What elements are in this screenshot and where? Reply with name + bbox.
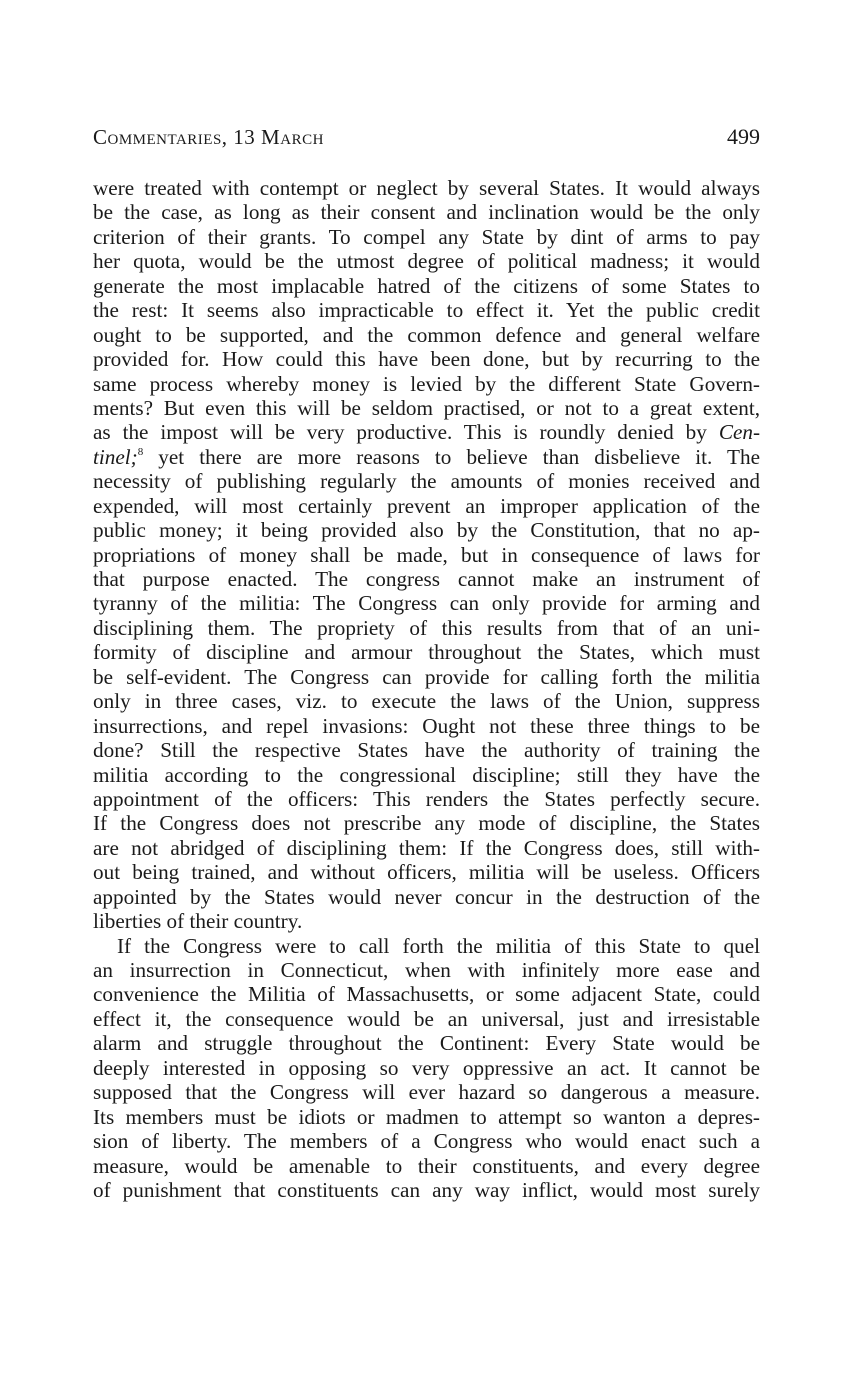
text-line: an insurrection in Connecticut, when with infinitely more ease and <box>93 958 760 982</box>
text-line: ments? But even this will be seldom practised, or not to a great extent, <box>93 395 760 420</box>
text-line: disciplining them. The propriety of this results from that of an uni- <box>93 615 760 640</box>
text-line <box>93 420 760 444</box>
italic-word: Cen- <box>718 420 760 445</box>
text-line: liberties of their country. <box>93 909 303 934</box>
text-line: sion of liberty. The members of a Congress who would enact such a <box>93 1129 760 1154</box>
text-line: done? Still the respective States have the authority of training the <box>93 738 760 763</box>
text-line: ought to be supported, and the common defence and general welfare <box>93 322 760 347</box>
text-line: out being trained, and without officers, militia will be useless. Officers <box>93 860 760 885</box>
text-line: If the Congress does not prescribe any mode of discipline, the States <box>93 811 760 836</box>
text-line: provided for. How could this have been done, but by recurring to the <box>93 347 760 372</box>
text-line: appointment of the officers: This renders the States perfectly secure. <box>93 786 760 811</box>
text-line: were treated with contempt or neglect by several States. It would always <box>93 176 760 200</box>
text-line: propriations of money shall be made, but in consequence of laws for <box>93 542 760 567</box>
text-line: convenience the Militia of Massachusetts, or some adjacent State, could <box>93 982 760 1007</box>
text-line: be the case, as long as their consent and inclination would be the only <box>93 200 760 225</box>
text-line: public money; it being provided also by the Constitution, that no ap- <box>93 518 760 543</box>
body-text <box>93 176 760 1202</box>
running-title: Commentaries, 13 March <box>93 125 324 149</box>
document-page <box>93 124 760 1202</box>
text-line: her quota, would be the utmost degree of political madness; it would <box>93 249 760 274</box>
text-line: expended, will most certainly prevent an improper application of the <box>93 493 760 518</box>
text-line: Its members must be idiots or madmen to attempt so wanton a depres- <box>93 1104 760 1129</box>
footnote-marker: 8 <box>137 445 144 458</box>
text-line: criterion of their grants. To compel any State by dint of arms to pay <box>93 224 760 249</box>
page-number: 499 <box>727 124 760 149</box>
text-line: deeply interested in opposing so very oppressive an act. It cannot be <box>93 1055 760 1080</box>
text-line: If the Congress were to call forth the militia of this State to quel <box>117 933 760 958</box>
text-line: only in three cases, viz. to execute the laws of the Union, suppress <box>93 689 760 714</box>
running-head <box>93 124 760 158</box>
text-line: alarm and struggle throughout the Continent: Every State would be <box>93 1031 760 1056</box>
text-line: of punishment that constituents can any way inflict, would most surely <box>93 1177 760 1202</box>
text-line: measure, would be amenable to their constituents, and every degree <box>93 1153 760 1178</box>
text-line: be self-evident. The Congress can provide for calling forth the militia <box>93 664 760 689</box>
text-segment: yet there are more reasons to believe than disbelieve it. The <box>143 444 760 469</box>
text-line: same process whereby money is levied by the different State Govern- <box>93 371 760 396</box>
text-line: formity of discipline and armour throughout the States, which must <box>93 640 760 665</box>
text-line: that purpose enacted. The congress cannot make an instrument of <box>93 567 760 591</box>
text-line: militia according to the congressional discipline; still they have the <box>93 762 760 787</box>
text-line: tyranny of the militia: The Congress can only provide for arming and <box>93 591 760 616</box>
text-line: insurrections, and repel invasions: Ought not these three things to be <box>93 713 760 738</box>
text-line: necessity of publishing regularly the amounts of monies received and <box>93 469 760 494</box>
text-line: the rest: It seems also impracticable to effect it. Yet the public credit <box>93 298 760 323</box>
text-line: supposed that the Congress will ever hazard so dangerous a measure. <box>93 1080 760 1105</box>
text-line <box>93 445 760 469</box>
text-line: are not abridged of disciplining them: If the Congress does, still with- <box>93 835 760 860</box>
italic-word: tinel; <box>93 444 138 469</box>
text-line: generate the most implacable hatred of the citizens of some States to <box>93 273 760 298</box>
text-segment: as the impost will be very productive. This is roundly denied by <box>93 420 707 445</box>
text-line: appointed by the States would never concur in the destruction of the <box>93 884 760 909</box>
text-line: effect it, the consequence would be an universal, just and irresistable <box>93 1006 760 1031</box>
